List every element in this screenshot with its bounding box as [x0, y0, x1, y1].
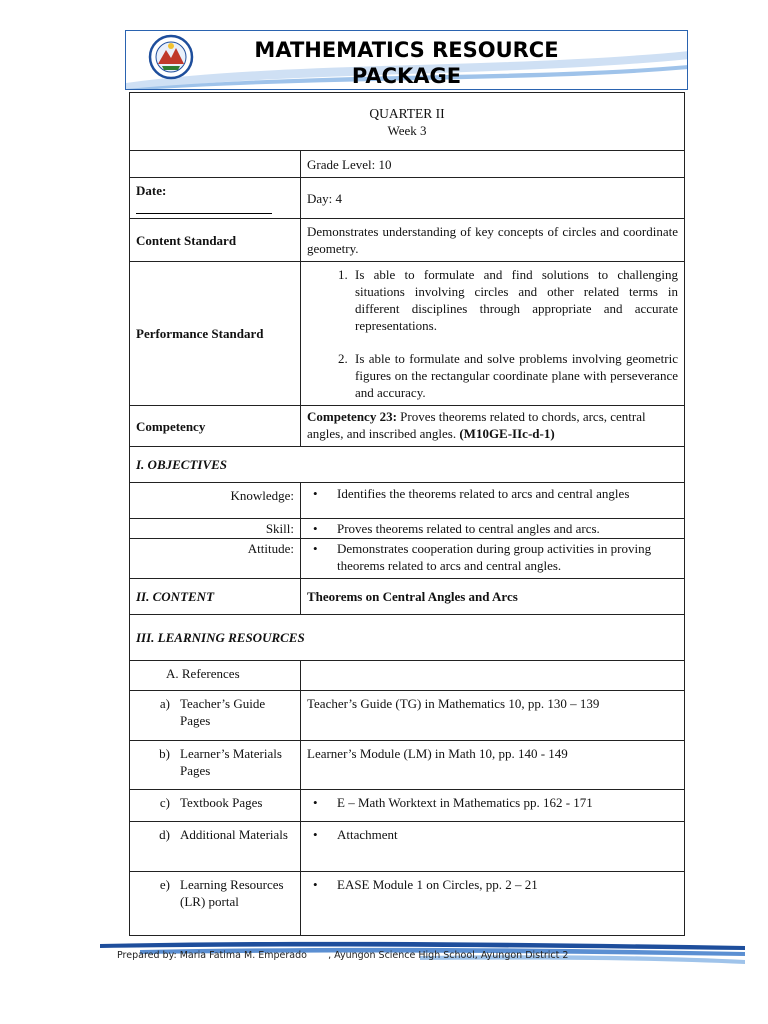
content-heading: II. CONTENT [130, 579, 301, 615]
reference-label: Learner’s Materials Pages [180, 746, 282, 778]
learning-resources-heading: III. LEARNING RESOURCES [130, 615, 685, 661]
reference-item-c: c) Textbook Pages [130, 790, 301, 822]
empty-cell [301, 661, 685, 691]
reference-item-e: e) Learning Resources (LR) portal [130, 872, 301, 936]
content-text: Theorems on Central Angles and Arcs [301, 579, 685, 615]
reference-label: Textbook Pages [180, 795, 263, 810]
reference-item-a: a) Teacher’s Guide Pages [130, 691, 301, 741]
performance-standard-item: 1. Is able to formulate and find solutions to challenging situations involving circles and other related terms in different disciplines through appropriate and accurate representations. [351, 266, 678, 334]
lesson-plan-table [129, 92, 685, 936]
reference-value: • EASE Module 1 on Circles, pp. 2 – 21 [329, 876, 678, 893]
competency-cell [301, 406, 685, 447]
performance-standard-label: Performance Standard [130, 262, 301, 406]
content-standard-label: Content Standard [130, 219, 301, 262]
day-label: Day: 4 [301, 178, 685, 219]
reference-label: Teacher’s Guide Pages [180, 696, 266, 728]
date-label: Date: [136, 183, 167, 198]
document-header [125, 30, 688, 90]
reference-value: • Attachment [329, 826, 678, 843]
competency-code: (M10GE-IIc-d-1) [459, 426, 555, 441]
footer-prepared-by: Prepared by: Maria Fatima M. Emperado [117, 950, 307, 961]
references-label: A. References [130, 661, 301, 691]
reference-item-b: b) Learner’s Materials Pages [130, 741, 301, 790]
footer-text [117, 950, 568, 961]
competency-label: Competency [130, 406, 301, 447]
reference-value: • E – Math Worktext in Mathematics pp. 162 - 171 [329, 794, 678, 811]
date-cell [130, 178, 301, 219]
competency-text: Proves theorems related to chords, arcs, central angles, and inscribed angles. [307, 409, 646, 441]
content-standard-text: Demonstrates understanding of key concepts of circles and coordinate geometry. [301, 219, 685, 262]
quarter-cell [130, 93, 685, 151]
objective-text-skill: • Proves theorems related to central angles and arcs. [329, 520, 678, 537]
reference-value: Learner’s Module (LM) in Math 10, pp. 140 - 149 [301, 741, 685, 790]
document-title: MATHEMATICS RESOURCE PACKAGE [254, 38, 559, 88]
objective-label-knowledge: Knowledge: [130, 483, 301, 519]
performance-standard-list [307, 266, 678, 401]
empty-cell [130, 151, 301, 178]
grade-level: Grade Level: 10 [301, 151, 685, 178]
reference-value: Teacher’s Guide (TG) in Mathematics 10, pp. 130 – 139 [301, 691, 685, 741]
performance-standard-cell [301, 262, 685, 406]
reference-item-d: d) Additional Materials [130, 822, 301, 872]
objective-text-knowledge: • Identifies the theorems related to arcs and central angles [329, 485, 678, 502]
week-label: Week 3 [387, 123, 427, 138]
reference-label: Additional Materials [180, 827, 288, 842]
quarter-label: QUARTER II [369, 106, 445, 121]
objective-text-attitude: • Demonstrates cooperation during group activities in proving theorems related to arcs and central angles. [329, 540, 678, 574]
competency-prefix: Competency 23: [307, 409, 397, 424]
performance-standard-item: 2. Is able to formulate and solve problems involving geometric figures on the rectangular coordinate plane with perseverance and accuracy. [351, 350, 678, 401]
deped-seal-icon [148, 34, 194, 80]
reference-label: Learning Resources (LR) portal [180, 877, 284, 909]
objective-label-skill: Skill: [130, 519, 301, 539]
objective-label-attitude: Attitude: [130, 539, 301, 579]
date-blank-line [136, 199, 272, 214]
footer-school: , Ayungon Science High School, Ayungon District 2 [328, 950, 569, 961]
objectives-heading: I. OBJECTIVES [130, 447, 685, 483]
